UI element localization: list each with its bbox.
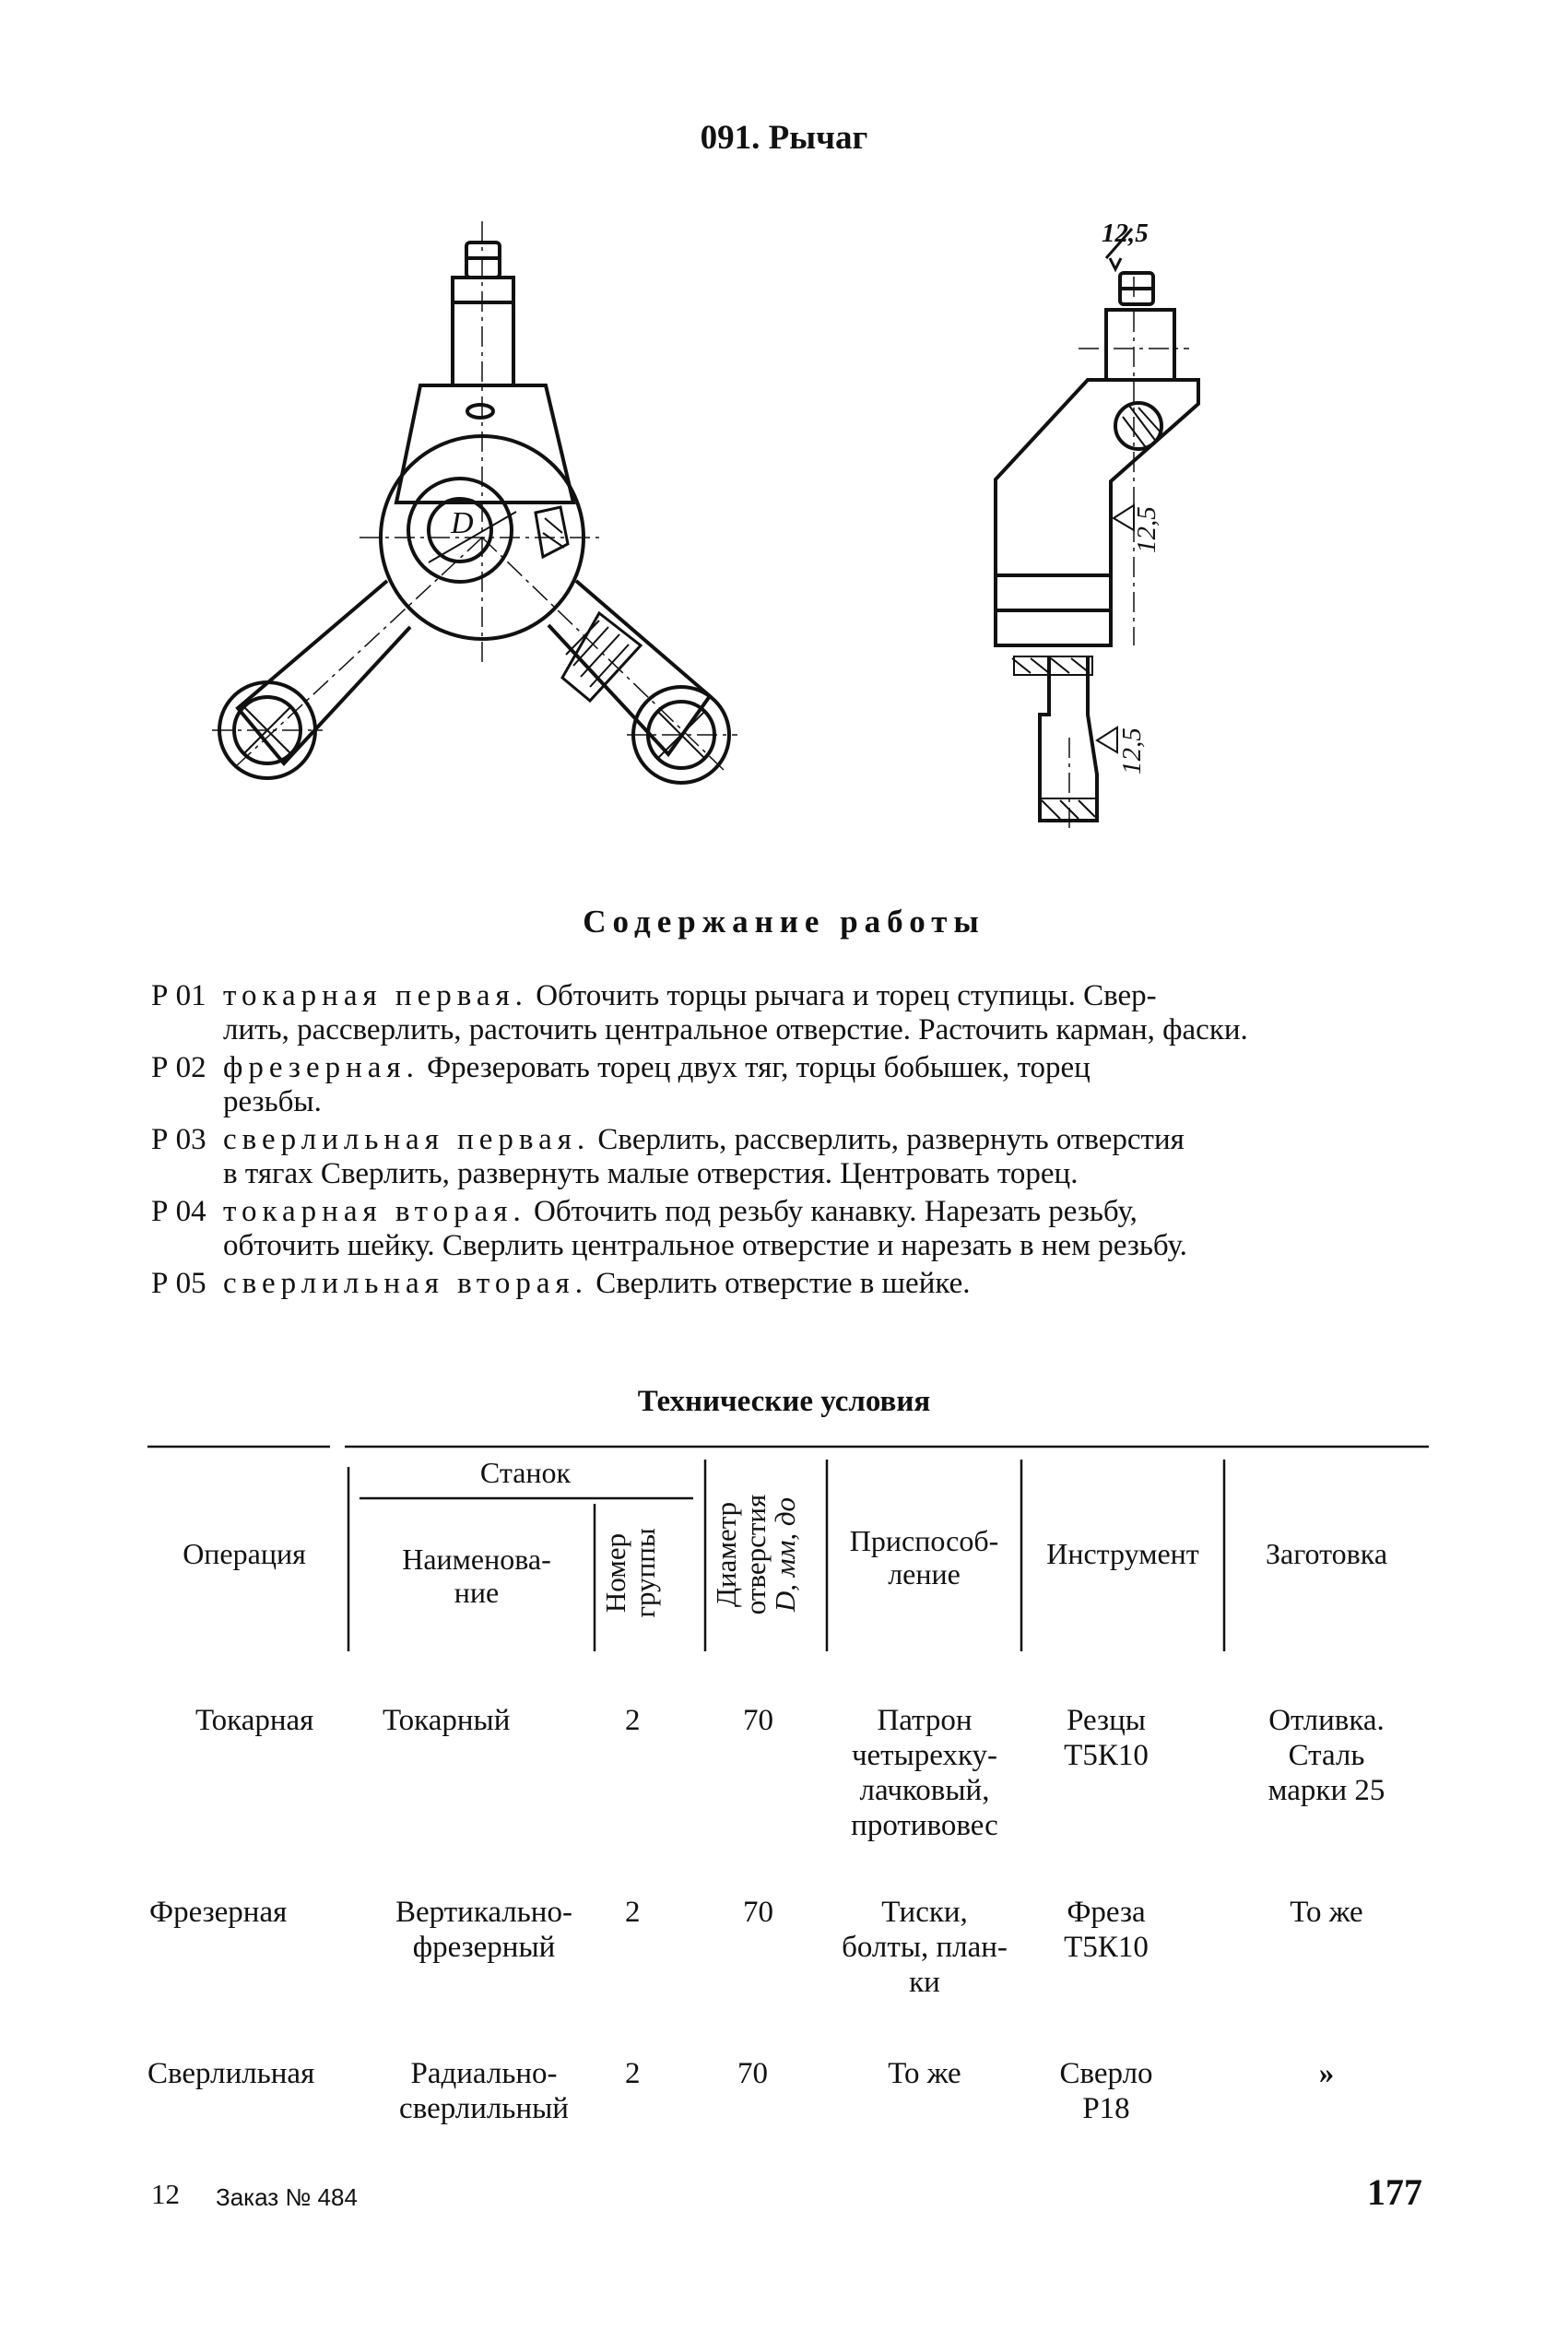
roughness-label-bottom: 12,5 xyxy=(1117,727,1147,774)
cell-machine: Радиально- сверлильный xyxy=(399,2057,569,2125)
cell-diameter: 70 xyxy=(737,2057,768,2090)
lever-side-view xyxy=(996,229,1198,821)
cell-diameter: 70 xyxy=(743,1704,773,1737)
cell-fixture: Патрон четырехку- лачковый, противовес xyxy=(851,1704,998,1842)
operations-list xyxy=(151,979,1423,1305)
operation-item: Р 03 сверлильная первая. Сверлить, рассверлить, развернуть отверстия в тягах Сверлить, развернуть малые отверстия. Центровать торец. xyxy=(151,1123,1185,1190)
footer-order: Заказ № 484 xyxy=(216,2183,358,2211)
header-blank: Заготовка xyxy=(1265,1537,1388,1570)
cell-operation: Токарная xyxy=(195,1704,314,1737)
cell-blank: То же xyxy=(1290,1896,1363,1929)
cell-machine: Вертикально- фрезерный xyxy=(395,1896,572,1964)
cell-fixture: То же xyxy=(888,2057,961,2090)
technical-drawing xyxy=(184,210,1226,856)
cell-blank: Отливка. Сталь марки 25 xyxy=(1267,1704,1385,1807)
cell-group: 2 xyxy=(625,1896,641,1929)
cell-tool: Фреза Т5К10 xyxy=(1064,1896,1149,1964)
operation-item: Р 04 токарная вторая. Обточить под резьбу канавку. Нарезать резьбу, обточить шейку. Сверлить центральное отверстие и нарезать в нем резьбу. xyxy=(151,1195,1187,1262)
roughness-label-mid: 12,5 xyxy=(1132,506,1161,553)
header-fixture: Приспособ- ление xyxy=(849,1524,999,1590)
cell-operation: Фрезерная xyxy=(149,1896,288,1929)
operation-item: Р 01 токарная первая. Обточить торцы рычага и торец ступицы. Свер- лить, рассверлить, расточить центральное отверстие. Расточить карман, фаски. xyxy=(151,979,1248,1046)
roughness-label-top: 12,5 xyxy=(1102,219,1149,248)
page-title: 091. Рычаг xyxy=(700,119,868,157)
header-group-number: Номер группы xyxy=(599,1528,661,1618)
cell-group: 2 xyxy=(625,1704,641,1737)
cell-group: 2 xyxy=(625,2057,641,2090)
footer-sheet: 12 xyxy=(151,2178,180,2210)
cell-tool: Резцы Т5К10 xyxy=(1064,1704,1149,1772)
cell-operation: Сверлильная xyxy=(147,2057,315,2090)
header-machine: Станок xyxy=(479,1456,572,1489)
cell-tool: Сверло Р18 xyxy=(1059,2057,1153,2125)
header-tool: Инструмент xyxy=(1046,1537,1199,1570)
header-diameter: Диаметр отверстия D, мм, до xyxy=(710,1494,801,1615)
operation-item: Р 02 фрезерная. Фрезеровать торец двух тяг, торцы бобышек, торец резьбы. xyxy=(151,1051,1091,1118)
cell-machine: Токарный xyxy=(383,1704,511,1737)
header-machine-name: Наименова- ние xyxy=(402,1543,551,1609)
tech-conditions-table xyxy=(147,1443,1429,2144)
header-operation: Операция xyxy=(183,1537,306,1570)
work-content-heading: Содержание работы xyxy=(583,904,985,940)
page-number: 177 xyxy=(1367,2171,1422,2213)
operation-item: Р 05 сверлильная вторая. Сверлить отверстие в шейке. xyxy=(151,1267,971,1300)
cell-fixture: Тиски, болты, план- ки xyxy=(842,1896,1008,1999)
diameter-label: D xyxy=(451,506,474,540)
tech-conditions-heading: Технические условия xyxy=(637,1385,931,1418)
cell-blank: » xyxy=(1318,2057,1335,2090)
cell-diameter: 70 xyxy=(743,1896,773,1929)
